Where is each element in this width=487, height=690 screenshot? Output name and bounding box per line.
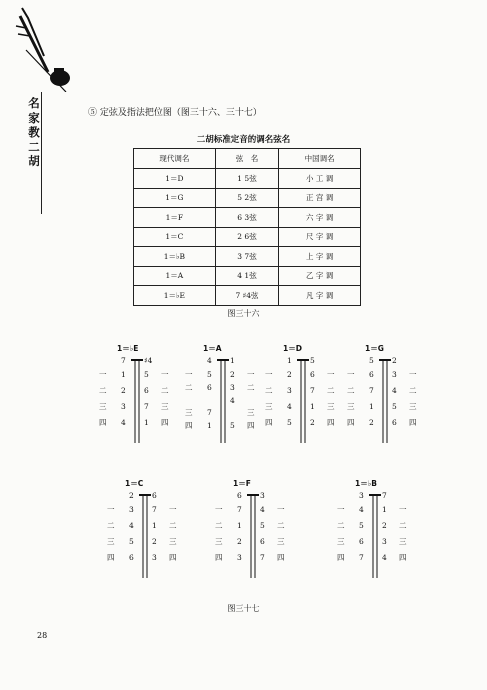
sidebar-title-char: 家 [28,110,40,125]
table-row [134,188,361,208]
diagram-key-label: 1＝C [125,479,144,488]
note-right: 1 [310,402,315,411]
note-left: 2 [287,370,292,379]
diagram-key-label: 1＝A [203,344,222,353]
note-left: 3 [129,505,134,514]
note-right: 1 [144,418,149,427]
finger-number-right: 四 [161,418,169,427]
table-cell: 4 1弦 [215,266,278,286]
finger-number-left: 一 [185,370,193,379]
open-string-right: 7 [382,491,387,500]
table-cell: 1＝C [134,227,216,247]
table-cell: 5 2弦 [215,188,278,208]
open-string-right: 2 [392,356,397,365]
note-left: 1 [207,421,212,431]
note-left: 4 [121,418,126,427]
sidebar-title-char: 二 [28,139,40,154]
open-string-left: 3 [359,491,364,500]
column-header: 弦 名 [215,149,278,169]
finger-number-right: 一 [169,505,177,514]
finger-number-right: 二 [327,386,335,395]
table-row [134,286,361,306]
finger-number-right: 四 [277,553,285,562]
finger-number-left: 四 [347,418,355,427]
nut-bar [247,494,259,496]
finger-number-right: 二 [277,521,285,530]
fingering-diagram [99,344,197,445]
note-right: 3 [382,537,387,546]
open-string-left: 4 [207,356,212,365]
note-left: 1 [121,370,126,379]
page-number: 28 [37,631,48,640]
fingering-diagram [347,344,445,445]
note-left: 4 [359,505,364,514]
finger-number-left: 三 [215,537,223,546]
finger-number-right: 三 [277,537,285,546]
table-header-row [134,149,361,169]
nut-bar [297,359,309,361]
open-string-right: 3 [260,491,265,500]
erhu-illustration-icon [14,6,70,92]
note-left: 7 [359,553,364,562]
table-cell: 乙 字 调 [279,266,361,286]
note-right: 4 [230,395,235,405]
finger-number-left: 四 [107,553,115,562]
finger-number-right: 一 [399,505,407,514]
table-cell: 1 5弦 [215,169,278,189]
table-cell: 7 ♯4弦 [215,286,278,306]
note-left: 4 [287,402,292,411]
finger-number-right: 一 [409,370,417,379]
note-right: 6 [310,370,315,379]
finger-number-right: 四 [399,553,407,562]
finger-number-left: 二 [265,386,273,395]
note-right: 6 [144,386,149,395]
note-right: 7 [152,505,157,514]
table-cell: 正 宫 调 [279,188,361,208]
finger-number-left: 二 [337,521,345,530]
note-right: 5 [144,370,149,379]
finger-number-right: 一 [161,370,169,379]
open-string-right: 6 [152,491,157,500]
open-string-left: 1 [287,356,292,365]
table-cell: 小 工 调 [279,169,361,189]
table-cell: 1＝D [134,169,216,189]
table-cell: 1＝A [134,266,216,286]
finger-number-right: 四 [327,418,335,427]
finger-number-left: 三 [185,408,193,418]
sidebar-title-char: 胡 [28,154,40,168]
finger-number-left: 四 [215,553,223,562]
diagram-key-label: 1＝♭B [355,479,377,488]
finger-number-right: 二 [399,521,407,530]
open-string-right: ♯4 [144,356,153,365]
note-left: 5 [129,537,134,546]
finger-number-right: 二 [161,386,169,395]
table-cell: 尺 字 调 [279,227,361,247]
fingering-diagram [337,479,435,580]
finger-number-right: 一 [247,370,255,379]
finger-number-left: 一 [347,370,355,379]
sidebar-title-char: 名 [28,96,40,110]
table-title: 二胡标准定音的调名弦名 [196,135,291,145]
note-right: 1 [382,505,387,514]
finger-number-right: 三 [399,537,407,546]
note-right: 2 [230,370,235,379]
finger-number-right: 四 [409,418,417,427]
key-string-table [133,148,361,306]
note-left: 7 [369,386,374,395]
finger-number-right: 三 [409,402,417,411]
note-right: 5 [230,421,235,431]
table-cell: 1＝F [134,208,216,228]
note-left: 3 [121,402,126,411]
note-left: 5 [359,521,364,530]
note-left: 2 [237,537,242,546]
finger-number-right: 一 [277,505,285,514]
note-right: 4 [392,386,397,395]
note-left: 7 [207,408,212,418]
finger-number-left: 二 [215,521,223,530]
figure-36-caption: 图三十六 [227,309,260,318]
open-string-left: 7 [121,356,126,365]
nut-bar [217,359,229,361]
finger-number-right: 四 [247,421,255,431]
nut-bar [139,494,151,496]
finger-number-right: 二 [247,382,255,392]
finger-number-left: 四 [185,421,193,431]
finger-number-left: 三 [337,537,345,546]
note-right: 7 [144,402,149,411]
finger-number-left: 二 [107,521,115,530]
column-header: 中国调名 [279,149,361,169]
note-right: 3 [152,553,157,562]
note-right: 4 [260,505,265,514]
finger-number-left: 三 [347,402,355,411]
fingering-diagram [185,344,283,445]
open-string-right: 5 [310,356,315,365]
note-left: 5 [207,370,212,379]
note-left: 2 [121,386,126,395]
note-right: 2 [382,521,387,530]
finger-number-left: 二 [99,386,107,395]
table-cell: 1＝G [134,188,216,208]
diagram-key-label: 1＝D [283,344,302,353]
nut-bar [131,359,143,361]
table-cell: 1＝♭B [134,247,216,267]
finger-number-left: 三 [107,537,115,546]
diagram-key-label: 1＝G [365,344,384,353]
section-heading: ⑤ 定弦及指法把位图（图三十六、三十七） [88,108,262,118]
note-left: 6 [369,370,374,379]
diagram-key-label: 1＝F [233,479,251,488]
table-cell: 3 7弦 [215,247,278,267]
note-right: 6 [260,537,265,546]
finger-number-right: 三 [247,408,255,418]
table-cell: 2 6弦 [215,227,278,247]
table-cell: 1＝♭E [134,286,216,306]
table-cell: 上 字 调 [279,247,361,267]
finger-number-left: 四 [337,553,345,562]
note-left: 6 [129,553,134,562]
finger-number-right: 二 [169,521,177,530]
fingering-diagram [215,479,313,580]
table-row [134,169,361,189]
sidebar-title-char: 教 [28,125,40,139]
note-left: 1 [369,402,374,411]
open-string-left: 5 [369,356,374,365]
finger-number-left: 二 [185,382,193,392]
note-right: 2 [152,537,157,546]
note-left: 6 [207,382,212,392]
fingering-diagram [107,479,205,580]
finger-number-left: 一 [265,370,273,379]
table-row [134,227,361,247]
finger-number-left: 四 [99,418,107,427]
figure-37-caption: 图三十七 [227,604,260,613]
finger-number-right: 四 [169,553,177,562]
table-row [134,247,361,267]
note-left: 7 [237,505,242,514]
table-cell: 6 3弦 [215,208,278,228]
finger-number-left: 三 [99,402,107,411]
diagram-key-label: 1＝♭E [117,344,139,353]
note-right: 7 [260,553,265,562]
finger-number-right: 三 [169,537,177,546]
table-cell: 六 字 调 [279,208,361,228]
note-left: 2 [369,418,374,427]
note-left: 1 [237,521,242,530]
finger-number-right: 三 [161,402,169,411]
nut-bar [369,494,381,496]
note-left: 3 [287,386,292,395]
note-right: 5 [392,402,397,411]
note-right: 2 [310,418,315,427]
finger-number-right: 二 [409,386,417,395]
finger-number-right: 一 [327,370,335,379]
note-right: 3 [392,370,397,379]
note-left: 5 [287,418,292,427]
note-right: 3 [230,382,235,392]
finger-number-left: 一 [99,370,107,379]
note-right: 4 [382,553,387,562]
finger-number-left: 三 [265,402,273,411]
open-string-left: 6 [237,491,242,500]
note-right: 5 [260,521,265,530]
note-right: 7 [310,386,315,395]
nut-bar [379,359,391,361]
finger-number-left: 四 [265,418,273,427]
note-left: 4 [129,521,134,530]
finger-number-right: 三 [327,402,335,411]
note-right: 1 [152,521,157,530]
column-header: 现代调名 [134,149,216,169]
finger-number-left: 一 [215,505,223,514]
finger-number-left: 一 [107,505,115,514]
table-row [134,208,361,228]
note-left: 6 [359,537,364,546]
note-left: 3 [237,553,242,562]
sidebar-rule [41,92,42,214]
open-string-right: 1 [230,356,235,365]
note-right: 6 [392,418,397,427]
table-cell: 凡 字 调 [279,286,361,306]
finger-number-left: 一 [337,505,345,514]
table-row [134,266,361,286]
finger-number-left: 二 [347,386,355,395]
fingering-diagram [265,344,363,445]
open-string-left: 2 [129,491,134,500]
